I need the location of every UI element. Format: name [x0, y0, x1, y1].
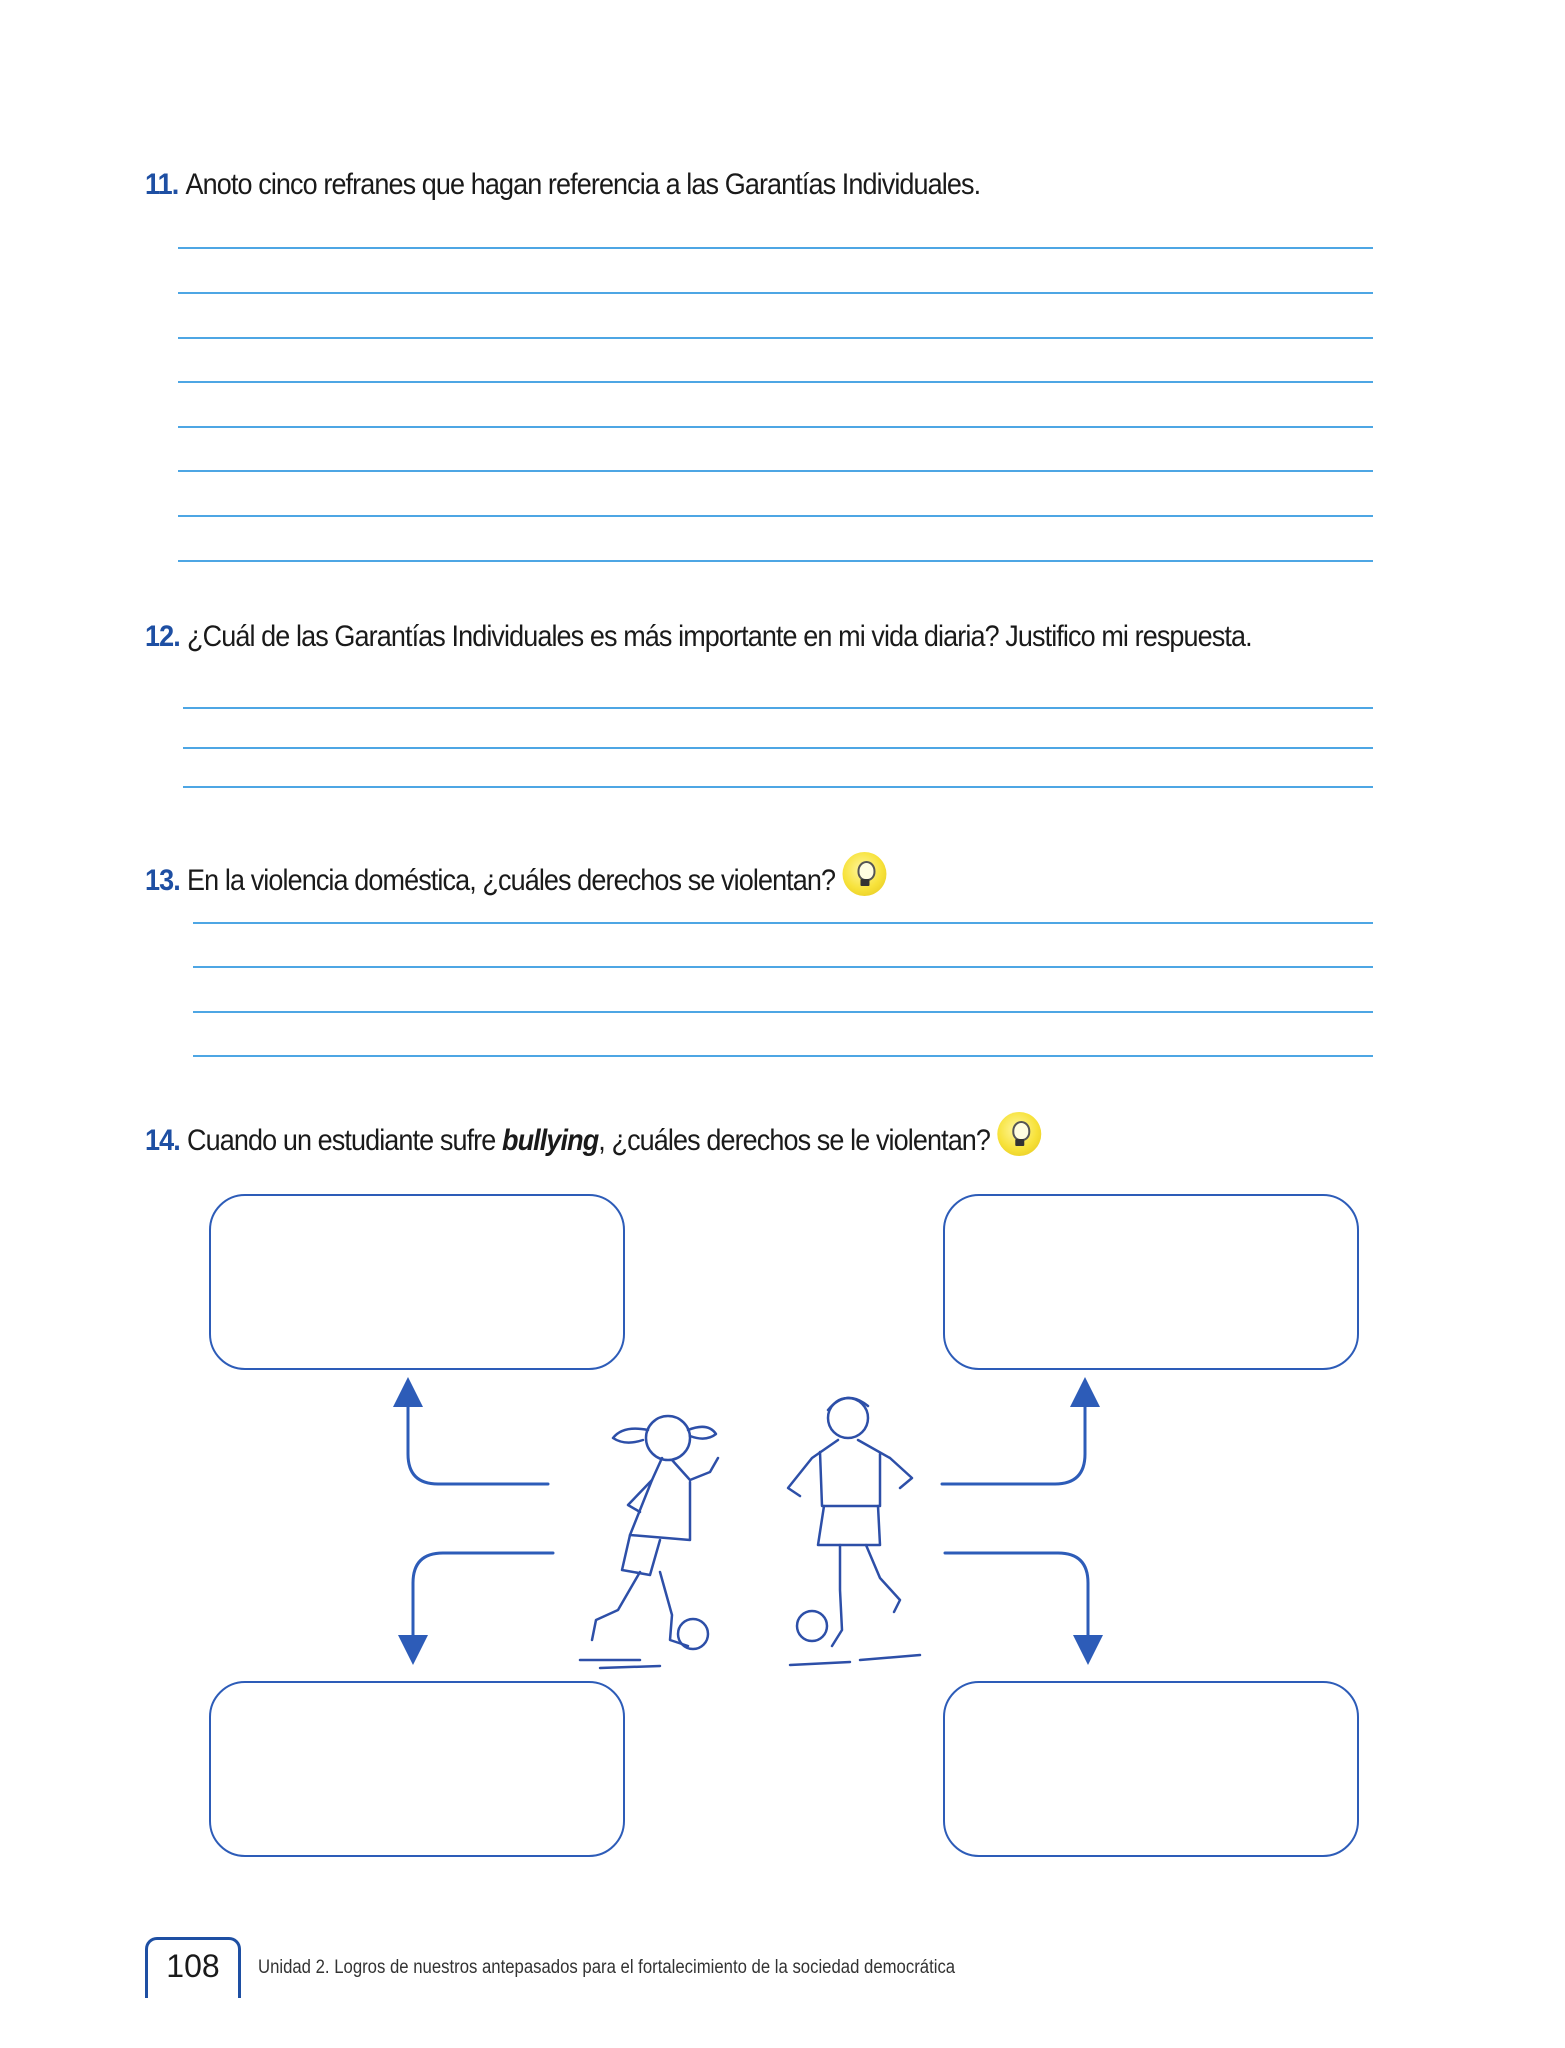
question-text: Anoto cinco refranes que hagan referencia a las Garantías Individuales.: [185, 168, 981, 201]
bullying-emphasis: bullying: [501, 1124, 599, 1157]
question-text-start: Cuando un estudiante sufre: [187, 1124, 502, 1157]
girl-soccer-player-illustration: [580, 1416, 718, 1668]
question-text-end: , ¿cuáles derechos se le violentan?: [598, 1124, 991, 1157]
unit-title: Unidad 2. Logros de nuestros antepasados para el fortalecimiento de la sociedad democrática: [258, 1957, 956, 1978]
arrow-to-bottom-right: [945, 1553, 1088, 1650]
arrow-to-top-right: [942, 1392, 1085, 1484]
boy-soccer-player-illustration: [788, 1398, 920, 1665]
question-number: 14.: [145, 1124, 180, 1157]
arrow-to-bottom-left: [413, 1553, 553, 1650]
page-number: 108: [145, 1937, 241, 1998]
question-text: ¿Cuál de las Garantías Individuales es más importante en mi vida diaria? Justifico mi respuesta.: [187, 620, 1252, 653]
question-number: 12.: [145, 620, 180, 653]
question-number: 13.: [145, 864, 180, 897]
question-text: En la violencia doméstica, ¿cuáles derechos se violentan?: [187, 864, 836, 897]
arrow-to-top-left: [408, 1392, 548, 1484]
question-number: 11.: [145, 168, 179, 201]
